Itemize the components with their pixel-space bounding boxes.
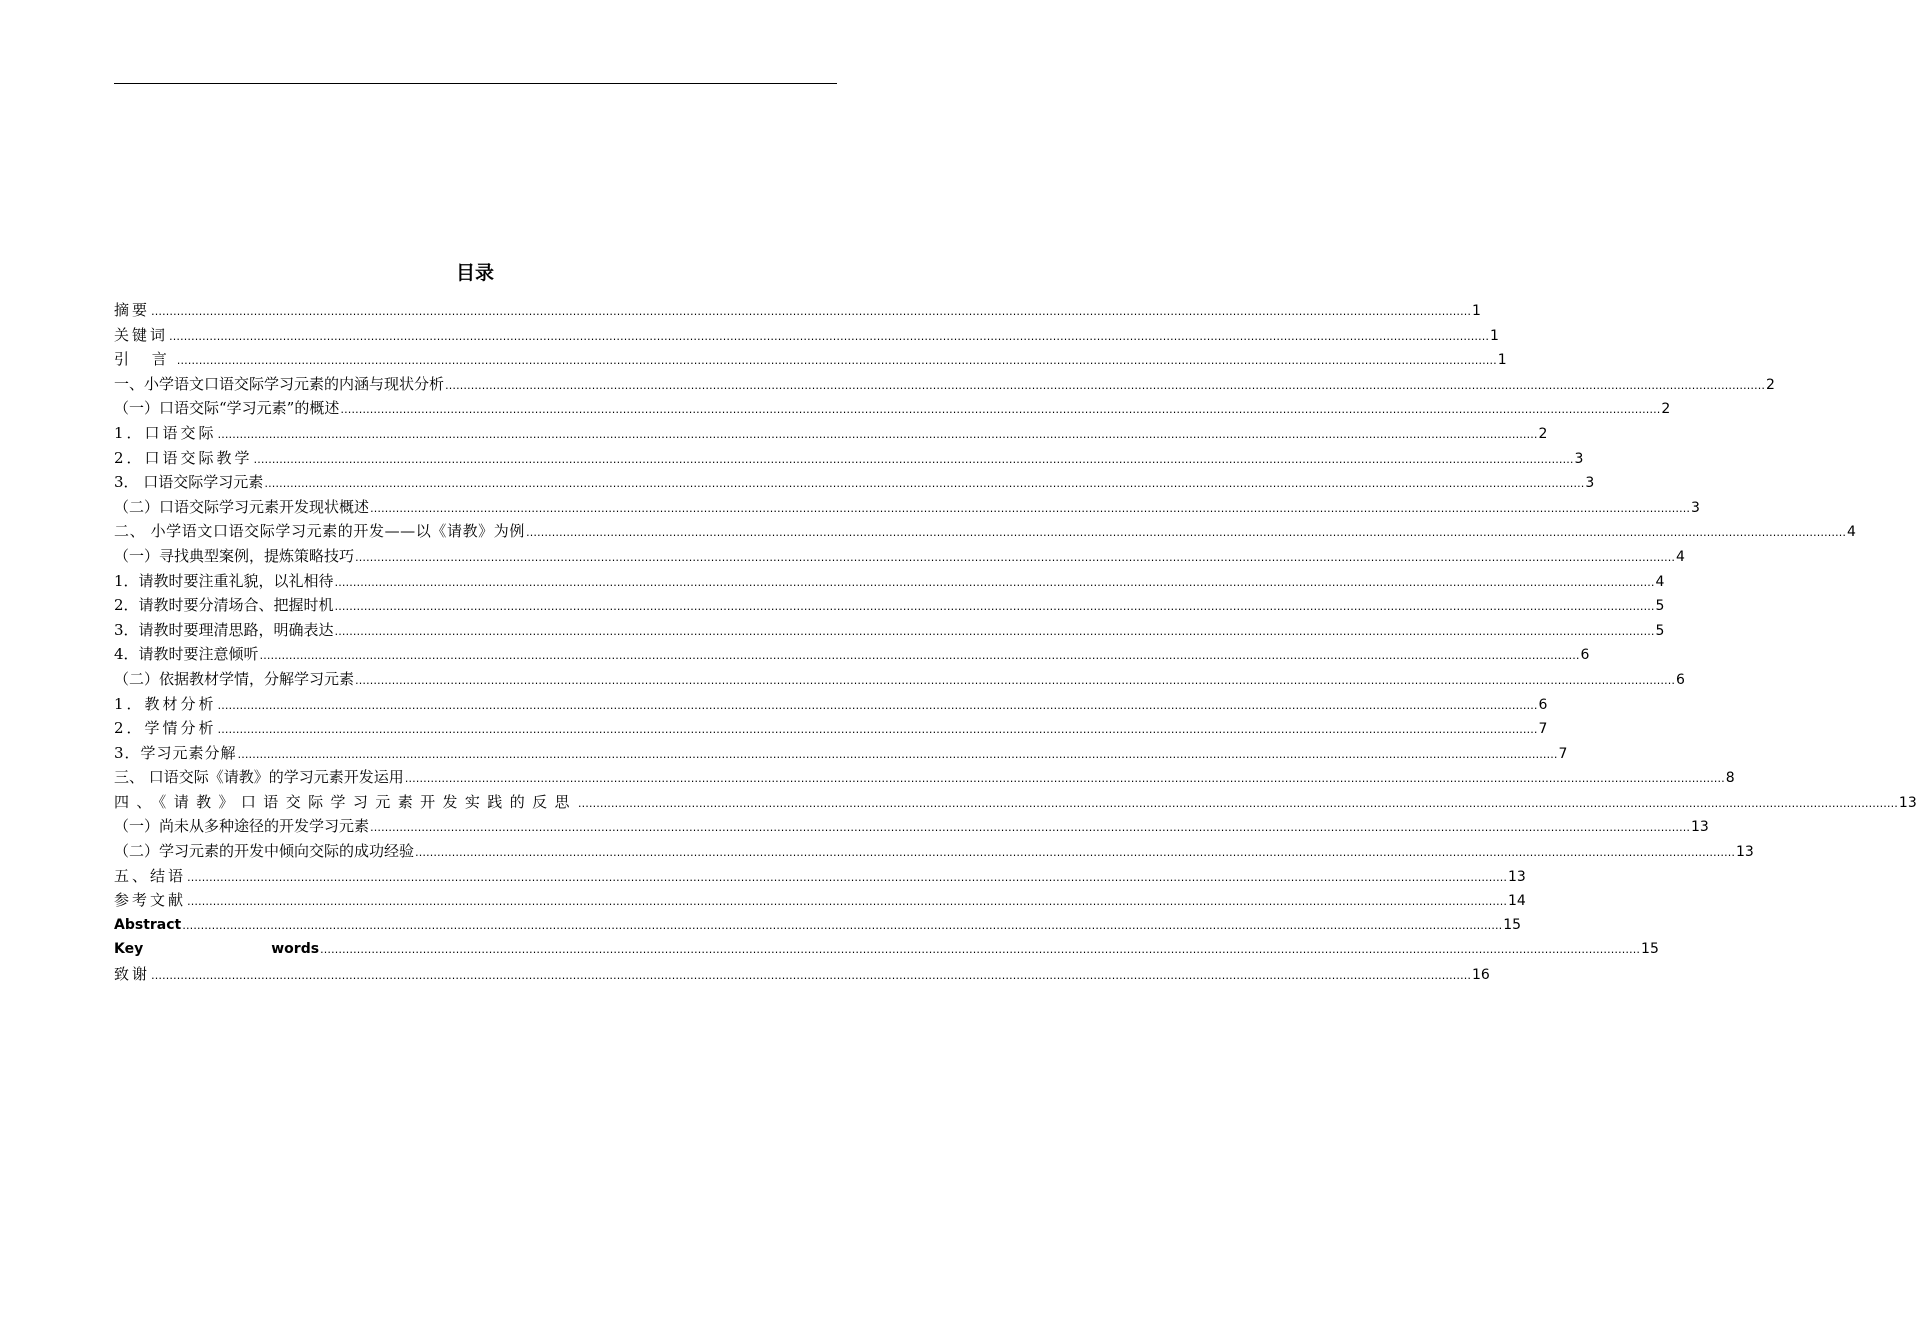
toc-entry-page: 2	[1661, 401, 1671, 418]
toc-entry-references[interactable]	[114, 888, 1526, 913]
toc-entry-chapter-1[interactable]	[114, 372, 1775, 397]
toc-leader-dots: ………………………………………………………………………………………………………………………………………………………………………………………………………………………………………………………………………………………………………………………………	[151, 969, 1472, 983]
toc-entry-section-4-2[interactable]	[114, 839, 1754, 864]
toc-entry-label: 3．学习元素分解	[114, 743, 237, 762]
toc-title: 目录	[455, 262, 494, 284]
toc-entry-label: 2．口语交际教学	[114, 448, 253, 467]
toc-leader-dots: ………………………………………………………………………………………………………………………………………………………………………………………………………………………………………………………………………………………………………………………………	[151, 305, 1472, 318]
toc-entry-item-1-1-2[interactable]	[114, 446, 1584, 471]
toc-leader-dots: ………………………………………………………………………………………………………………………………………………………………………………………………………………………………………………………………………………………………………………………………	[370, 501, 1691, 515]
toc-entry-label: （一）尚未从多种途径的开发学习元素	[114, 817, 370, 836]
toc-entry-section-1-2[interactable]	[114, 495, 1700, 520]
toc-entry-item-2-1-1[interactable]	[114, 569, 1665, 594]
toc-entry-label: 引 言	[114, 350, 176, 369]
toc-entry-page: 2	[1766, 376, 1775, 393]
toc-entry-label: 致谢	[114, 965, 151, 984]
toc-leader-dots: ………………………………………………………………………………………………………………………………………………………………………………………………………………………………………………………………………………………………………………………………	[355, 673, 1676, 687]
table-of-contents	[114, 298, 1917, 987]
toc-entry-conclusion[interactable]	[114, 864, 1526, 889]
toc-entry-label: 3．请教时要理清思路，明确表达	[114, 620, 334, 639]
toc-entry-label: 1．请教时要注重礼貌，以礼相待	[114, 571, 334, 590]
toc-entry-section-2-2[interactable]	[114, 667, 1685, 692]
toc-entry-introduction[interactable]	[114, 347, 1507, 372]
toc-entry-label: 4．请教时要注意倾听	[114, 645, 259, 664]
toc-entry-label: Abstract	[114, 916, 182, 933]
toc-entry-item-2-1-3[interactable]	[114, 618, 1665, 643]
toc-entry-page: 15	[1641, 941, 1659, 958]
toc-leader-dots: ………………………………………………………………………………………………………………………………………………………………………………………………………………………………………………………………………………………………………………………………	[355, 550, 1676, 564]
toc-leader-dots: ………………………………………………………………………………………………………………………………………………………………………………………………………………………………………………………………………………………………………………………………	[415, 846, 1736, 860]
toc-entry-item-2-2-1[interactable]	[114, 692, 1548, 717]
toc-leader-dots: ………………………………………………………………………………………………………………………………………………………………………………………………………………………………………………………………………………………………………………………………	[577, 796, 1898, 810]
toc-leader-dots: ………………………………………………………………………………………………………………………………………………………………………………………………………………………………………………………………………………………………………………………………	[217, 427, 1538, 441]
toc-entry-label: 四、《请教》口语交际学习元素开发实践的反思	[114, 792, 577, 811]
toc-entry-label: 五、结语	[114, 866, 187, 885]
toc-entry-chapter-2[interactable]	[114, 519, 1856, 544]
toc-entry-acknowledgements[interactable]	[114, 962, 1490, 987]
toc-entry-page: 4	[1676, 548, 1685, 565]
toc-entry-label: （二）依据教材学情，分解学习元素	[114, 669, 355, 688]
toc-leader-dots: ………………………………………………………………………………………………………………………………………………………………………………………………………………………………………………………………………………………………………………………………	[176, 354, 1497, 368]
toc-entry-abstract-cn[interactable]	[114, 298, 1481, 323]
toc-leader-dots: ………………………………………………………………………………………………………………………………………………………………………………………………………………………………………………………………………………………………………………………………	[404, 772, 1725, 786]
toc-entry-label: 1．教材分析	[114, 694, 217, 713]
toc-entry-label: （一）寻找典型案例，提炼策略技巧	[114, 546, 355, 565]
toc-entry-page: 4	[1846, 524, 1856, 541]
toc-entry-label-key: Key	[114, 941, 144, 958]
toc-entry-page: 13	[1898, 794, 1917, 811]
toc-entry-section-4-1[interactable]	[114, 814, 1709, 839]
toc-leader-dots: ………………………………………………………………………………………………………………………………………………………………………………………………………………………………………………………………………………………………………………………………	[187, 870, 1508, 884]
toc-entry-keywords-cn[interactable]	[114, 323, 1499, 348]
toc-entry-page: 2	[1538, 425, 1548, 442]
toc-leader-dots: ………………………………………………………………………………………………………………………………………………………………………………………………………………………………………………………………………………………………………………………………	[334, 600, 1655, 614]
toc-entry-page: 7	[1538, 721, 1548, 738]
toc-entry-page: 3	[1585, 475, 1595, 492]
toc-entry-keywords-en[interactable]	[114, 937, 1659, 962]
toc-entry-label: 参考文献	[114, 891, 187, 910]
toc-leader-dots: ………………………………………………………………………………………………………………………………………………………………………………………………………………………………………………………………………………………………………………………………	[334, 624, 1655, 638]
toc-entry-label: （一）口语交际“学习元素”的概述	[114, 399, 340, 418]
toc-entry-page: 1	[1490, 327, 1499, 344]
toc-entry-page: 16	[1472, 967, 1490, 984]
toc-entry-label: 2．学情分析	[114, 719, 217, 738]
toc-entry-label: 3． 口语交际学习元素	[114, 473, 264, 492]
toc-entry-page: 1	[1497, 352, 1507, 369]
toc-entry-page: 3	[1691, 499, 1700, 516]
toc-entry-section-2-1[interactable]	[114, 544, 1685, 569]
toc-entry-page: 7	[1558, 745, 1568, 762]
toc-entry-item-2-2-3[interactable]	[114, 741, 1568, 766]
toc-leader-dots: ………………………………………………………………………………………………………………………………………………………………………………………………………………………………………………………………………………………………………………………………	[320, 943, 1641, 957]
toc-entry-item-1-1-1[interactable]	[114, 421, 1548, 446]
toc-entry-label: 关键词	[114, 325, 169, 344]
toc-entry-label: （二）学习元素的开发中倾向交际的成功经验	[114, 842, 415, 861]
toc-entry-label: 摘要	[114, 301, 151, 319]
toc-leader-dots: ………………………………………………………………………………………………………………………………………………………………………………………………………………………………………………………………………………………………………………………………	[237, 747, 1558, 761]
toc-entry-item-2-1-2[interactable]	[114, 593, 1665, 618]
toc-leader-dots: ………………………………………………………………………………………………………………………………………………………………………………………………………………………………………………………………………………………………………………………………	[217, 723, 1538, 737]
toc-entry-page: 13	[1691, 819, 1709, 836]
toc-entry-page: 6	[1580, 647, 1590, 664]
toc-leader-dots: ………………………………………………………………………………………………………………………………………………………………………………………………………………………………………………………………………………………………………………………………	[259, 649, 1580, 663]
toc-entry-page: 5	[1655, 622, 1665, 639]
toc-entry-abstract-en[interactable]	[114, 913, 1522, 938]
toc-entry-page: 13	[1508, 868, 1526, 885]
toc-leader-dots: ………………………………………………………………………………………………………………………………………………………………………………………………………………………………………………………………………………………………………………………………	[525, 526, 1846, 540]
toc-entry-label-words: words	[271, 941, 320, 958]
toc-leader-dots: ………………………………………………………………………………………………………………………………………………………………………………………………………………………………………………………………………………………………………………………………	[334, 575, 1655, 589]
toc-entry-label: （二）口语交际学习元素开发现状概述	[114, 497, 370, 516]
toc-leader-dots: ………………………………………………………………………………………………………………………………………………………………………………………………………………………………………………………………………………………………………………………………	[445, 378, 1766, 392]
toc-leader-dots: ………………………………………………………………………………………………………………………………………………………………………………………………………………………………………………………………………………………………………………………………	[182, 918, 1503, 932]
toc-entry-item-2-1-4[interactable]	[114, 642, 1590, 667]
toc-leader-dots: ………………………………………………………………………………………………………………………………………………………………………………………………………………………………………………………………………………………………………………………………	[370, 821, 1691, 835]
toc-leader-dots: ………………………………………………………………………………………………………………………………………………………………………………………………………………………………………………………………………………………………………………………………	[187, 895, 1508, 909]
toc-entry-chapter-3[interactable]	[114, 765, 1735, 790]
toc-entry-item-1-1-3[interactable]	[114, 470, 1595, 495]
toc-leader-dots: ………………………………………………………………………………………………………………………………………………………………………………………………………………………………………………………………………………………………………………………………	[253, 452, 1574, 466]
toc-entry-label: 2．请教时要分清场合、把握时机	[114, 596, 334, 615]
toc-leader-dots: ………………………………………………………………………………………………………………………………………………………………………………………………………………………………………………………………………………………………………………………………	[340, 403, 1661, 417]
toc-entry-label	[114, 937, 319, 962]
toc-entry-label: 三、 口语交际《请教》的学习元素开发运用	[114, 768, 404, 787]
toc-entry-page: 13	[1736, 844, 1754, 861]
toc-entry-page: 3	[1574, 450, 1584, 467]
toc-entry-label: 一、小学语文口语交际学习元素的内涵与现状分析	[114, 374, 445, 393]
toc-entry-section-1-1[interactable]	[114, 396, 1671, 421]
toc-entry-page: 6	[1676, 671, 1685, 688]
toc-entry-page: 5	[1655, 598, 1665, 615]
toc-leader-dots: ………………………………………………………………………………………………………………………………………………………………………………………………………………………………………………………………………………………………………………………………	[169, 329, 1490, 343]
toc-entry-chapter-4[interactable]	[114, 790, 1917, 815]
toc-entry-page: 1	[1472, 303, 1481, 319]
toc-entry-label: 二、 小学语文口语交际学习元素的开发——以《请教》为例	[114, 522, 525, 541]
toc-entry-item-2-2-2[interactable]	[114, 716, 1548, 741]
toc-entry-page: 8	[1725, 770, 1735, 787]
toc-entry-page: 15	[1503, 916, 1522, 933]
toc-entry-page: 6	[1538, 696, 1548, 713]
toc-leader-dots: ………………………………………………………………………………………………………………………………………………………………………………………………………………………………………………………………………………………………………………………………	[217, 698, 1538, 712]
header-rule	[114, 83, 837, 84]
toc-leader-dots: ………………………………………………………………………………………………………………………………………………………………………………………………………………………………………………………………………………………………………………………………	[264, 477, 1585, 491]
toc-entry-page: 14	[1508, 893, 1526, 910]
toc-entry-label: 1．口语交际	[114, 423, 217, 442]
toc-entry-page: 4	[1655, 573, 1665, 590]
